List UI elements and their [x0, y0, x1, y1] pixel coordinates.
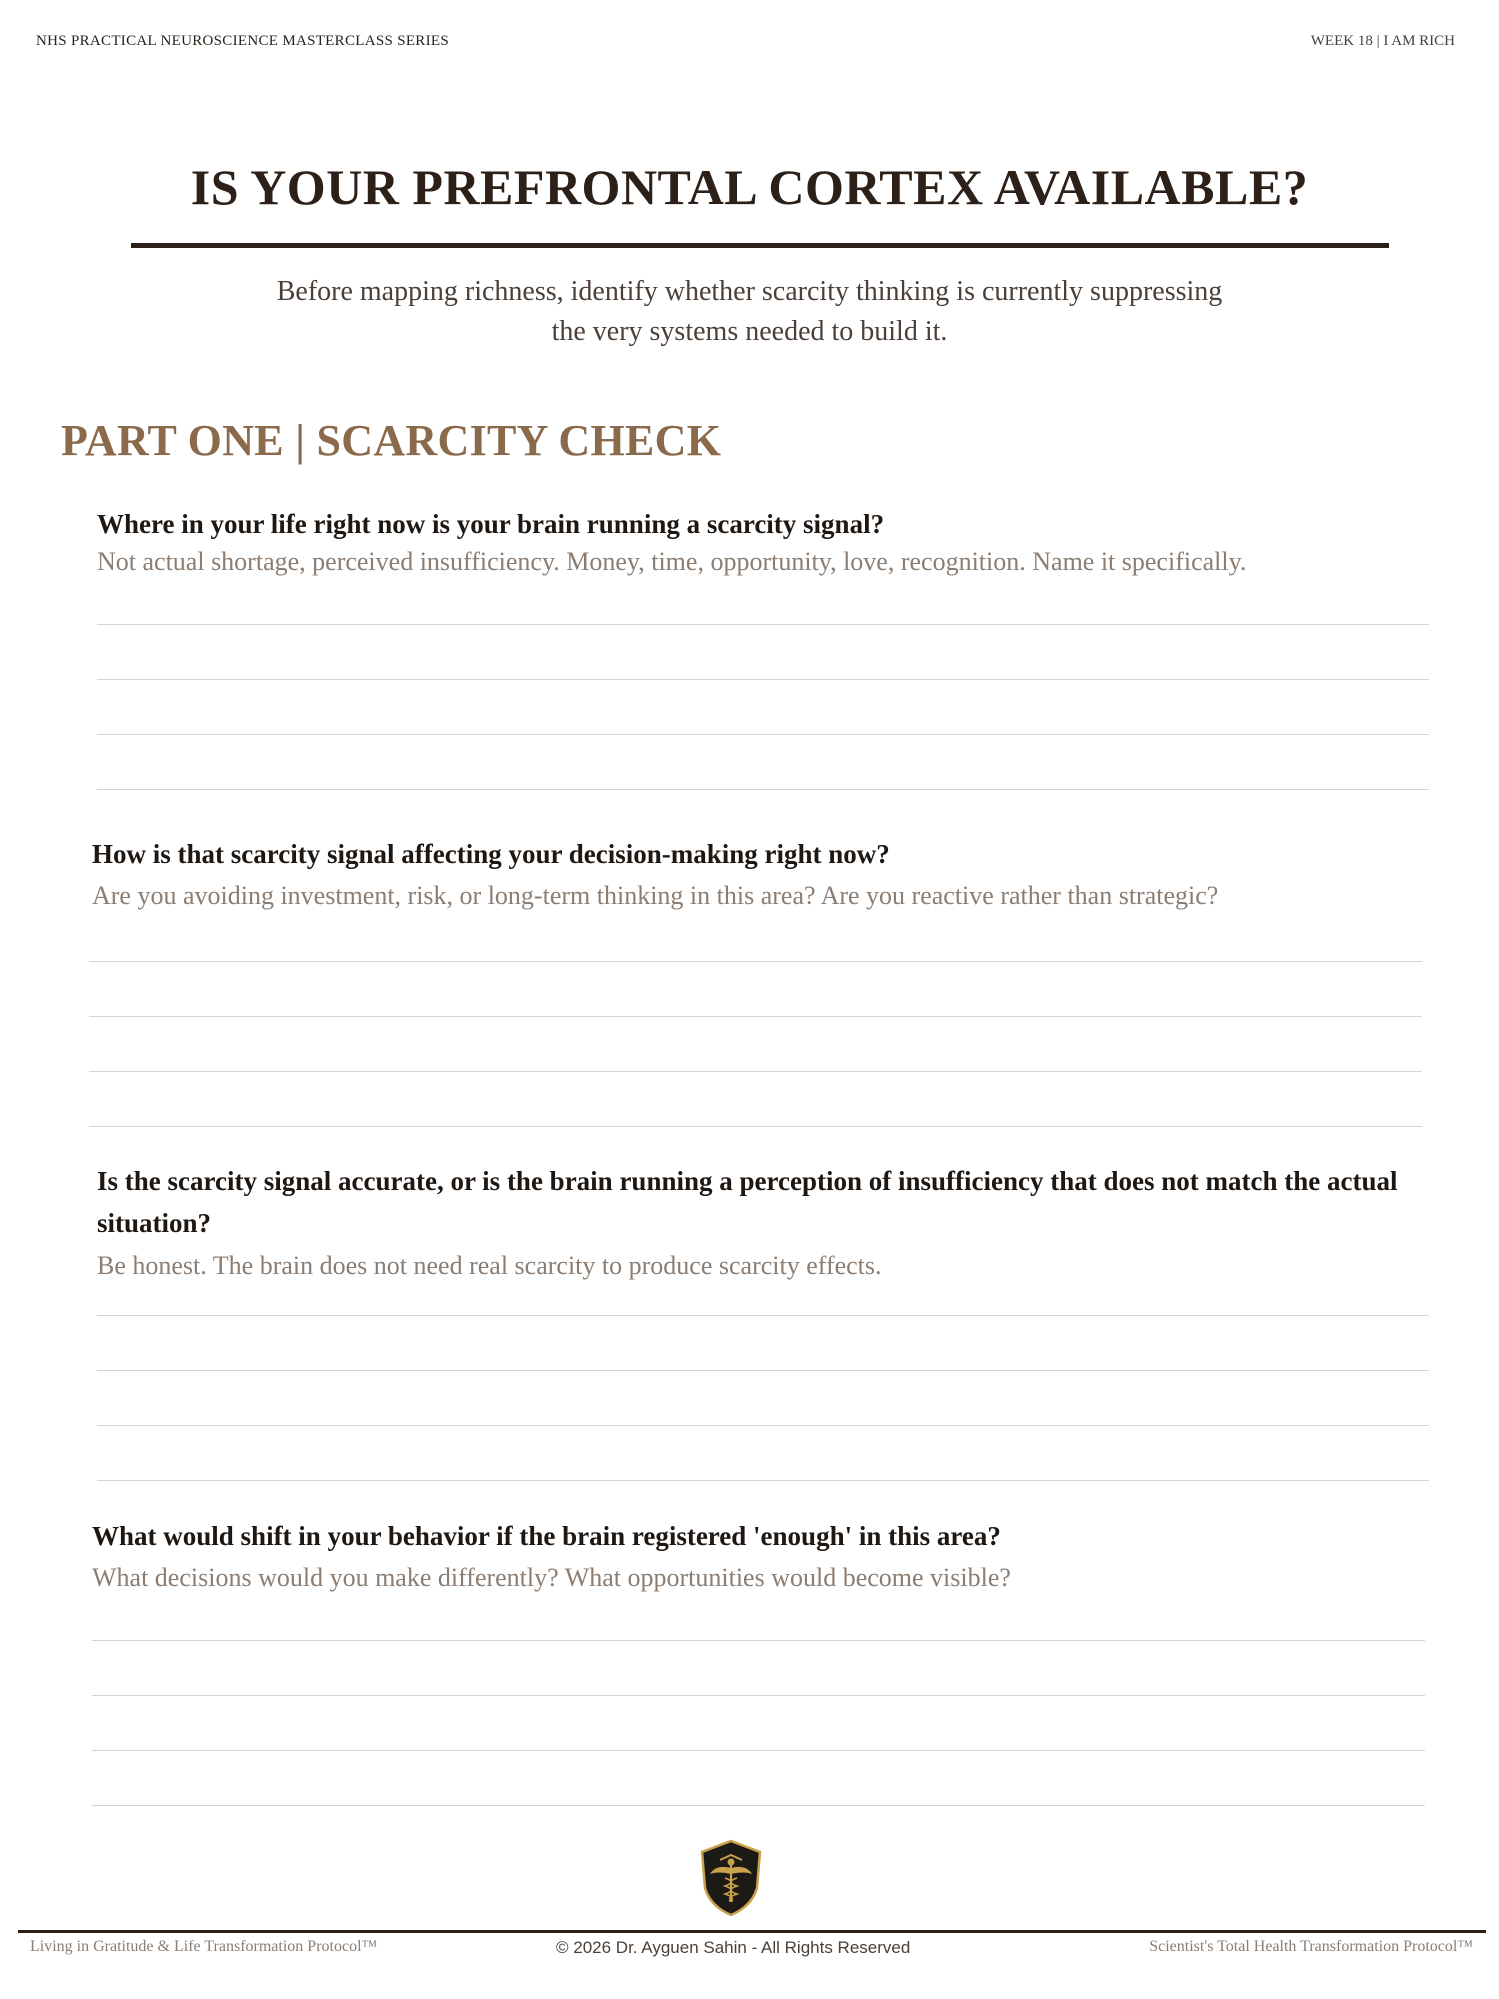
answer-line[interactable]: [97, 1315, 1429, 1316]
answer-line[interactable]: [97, 734, 1429, 735]
answer-line[interactable]: [97, 789, 1429, 790]
answer-line[interactable]: [92, 1640, 1425, 1641]
hint-3: Be honest. The brain does not need real scarcity to produce scarcity effects.: [97, 1251, 882, 1280]
intro-text: [0, 272, 1499, 352]
intro-line-2: the very systems needed to build it.: [551, 316, 948, 347]
answer-line[interactable]: [97, 1425, 1429, 1426]
page-title: IS YOUR PREFRONTAL CORTEX AVAILABLE?: [190, 159, 1309, 215]
answer-line[interactable]: [89, 1126, 1422, 1127]
answer-line[interactable]: [92, 1750, 1425, 1751]
footer-copyright: © 2026 Dr. Ayguen Sahin - All Rights Reserved: [556, 1938, 911, 1957]
hint-4: What decisions would you make differently? What opportunities would become visible?: [92, 1563, 1011, 1592]
hint-2: Are you avoiding investment, risk, or long-term thinking in this area? Are you reactive rather than strategic?: [92, 881, 1219, 910]
answer-line[interactable]: [89, 1016, 1422, 1017]
caduceus-shield-icon: [696, 1838, 766, 1918]
answer-line[interactable]: [92, 1805, 1425, 1806]
answer-line[interactable]: [97, 1370, 1429, 1371]
question-1: Where in your life right now is your brain running a scarcity signal?: [97, 509, 885, 539]
question-2: How is that scarcity signal affecting your decision-making right now?: [92, 839, 890, 869]
answer-line[interactable]: [97, 679, 1429, 680]
hint-1: Not actual shortage, perceived insufficiency. Money, time, opportunity, love, recognition. Name it specifically.: [97, 547, 1247, 576]
part-heading: PART ONE | SCARCITY CHECK: [61, 416, 722, 465]
footer-right: Scientist's Total Health Transformation Protocol™: [1149, 1938, 1473, 1955]
series-header: NHS PRACTICAL NEUROSCIENCE MASTERCLASS SERIES: [36, 33, 449, 49]
title-divider: [131, 243, 1389, 248]
question-3: Is the scarcity signal accurate, or is the brain running a perception of insufficiency that does not match the actual situation?: [97, 1166, 1398, 1238]
answer-line[interactable]: [97, 624, 1429, 625]
intro-line-1: Before mapping richness, identify whether scarcity thinking is currently suppressing: [276, 276, 1223, 307]
footer-left: Living in Gratitude & Life Transformation Protocol™: [30, 1938, 378, 1955]
question-4: What would shift in your behavior if the brain registered 'enough' in this area?: [92, 1521, 1001, 1551]
week-label: WEEK 18 | I AM RICH: [1310, 33, 1455, 49]
footer-divider: [18, 1930, 1486, 1933]
answer-line[interactable]: [92, 1695, 1425, 1696]
answer-line[interactable]: [89, 961, 1422, 962]
answer-line[interactable]: [89, 1071, 1422, 1072]
answer-line[interactable]: [97, 1480, 1429, 1481]
